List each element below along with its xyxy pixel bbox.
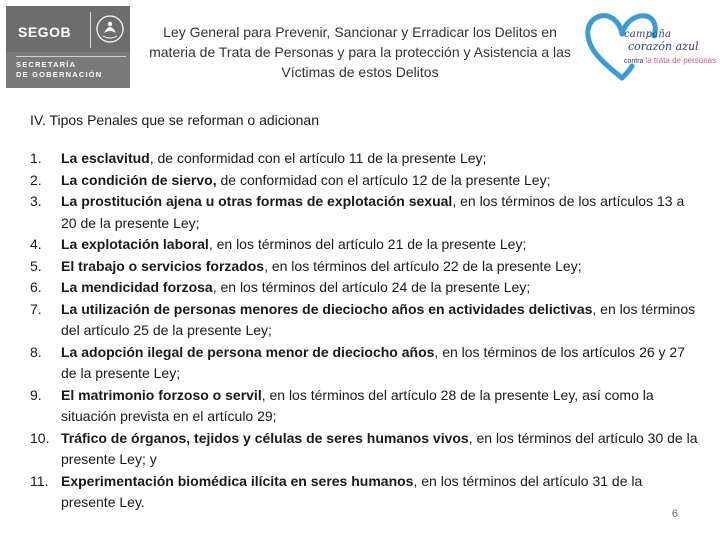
list-item [30, 170, 700, 192]
item-text [61, 299, 700, 342]
campaign-highlight: la trata de personas [645, 56, 717, 65]
item-text [61, 191, 700, 234]
list-item [30, 277, 700, 299]
item-number: 2. [30, 171, 42, 188]
item-text [61, 256, 700, 278]
item-number: 4. [30, 236, 42, 252]
item-number: 10. [30, 429, 50, 446]
segob-logo-text: SEGOB [18, 24, 72, 40]
item-rest: , en los términos de los artículos 26 y 27 de la presente Ley; [61, 343, 685, 381]
item-bold: Tráfico de órganos, tejidos y células de seres humanos vivos [61, 429, 469, 446]
item-bold: El matrimonio forzoso o servil [61, 386, 262, 403]
item-rest: , en los términos del artículo 31 de la presente Ley. [61, 472, 643, 510]
item-text [61, 428, 700, 471]
item-rest: , en los términos del artículo 28 de la presente Ley, así como la situación prevista en el artículo 29; [61, 386, 654, 424]
item-number: 7. [30, 300, 42, 317]
item-bold: La adopción ilegal de persona menor de dieciocho años [61, 343, 435, 360]
item-number: 8. [30, 343, 42, 360]
item-rest: , en los términos de los artículos 13 a 20 de la presente Ley; [61, 193, 685, 231]
list-item [30, 342, 700, 385]
item-text [61, 385, 700, 428]
list-item [30, 234, 700, 256]
segob-rule [16, 56, 126, 57]
list-item [30, 191, 700, 234]
item-bold: Experimentación biomédica ilícita en seres humanos [61, 472, 414, 489]
list-item [30, 256, 700, 278]
item-text [61, 471, 700, 514]
item-bold: La mendicidad forzosa [61, 279, 213, 295]
document-title: Ley General para Prevenir, Sancionar y Erradicar los Delitos en materia de Trata de Personas y para la protección y Asistencia a las Víctimas de estos Delitos [149, 24, 571, 80]
list-item [30, 385, 700, 428]
campaign-text-2: corazón azul [628, 40, 699, 53]
item-number: 9. [30, 386, 42, 403]
item-bold: La condición de siervo, [61, 171, 217, 188]
campaign-text-3 [624, 56, 716, 65]
page-number: 6 [671, 508, 678, 520]
offense-list [30, 148, 700, 514]
segob-subtitle-line1: SECRETARÍA [16, 60, 77, 69]
section-title: IV. Tipos Penales que se reforman o adicionan [30, 112, 320, 128]
item-bold: La esclavitud [61, 150, 150, 166]
item-rest: , en los términos del artículo 24 de la presente Ley; [212, 279, 531, 295]
item-number: 5. [30, 257, 42, 274]
segob-subtitle [16, 60, 102, 80]
item-text [61, 342, 700, 385]
item-rest: , en los términos del artículo 21 de la presente Ley; [208, 236, 527, 252]
item-rest: , de conformidad con el artículo 11 de la presente Ley; [149, 150, 487, 166]
segob-logo [6, 6, 130, 88]
item-bold: La utilización de personas menores de dieciocho años en actividades delictivas [61, 300, 593, 317]
item-rest: , en los términos del artículo 30 de la presente Ley; y [61, 429, 698, 467]
item-text [61, 148, 700, 170]
item-bold: El trabajo o servicios forzados [61, 257, 265, 274]
item-number: 1. [30, 150, 42, 166]
item-bold: La prostitución ajena u otras formas de explotación sexual [61, 193, 453, 209]
campaign-prefix: contra [624, 58, 644, 65]
segob-divider [90, 12, 91, 48]
list-item [30, 148, 700, 170]
item-number: 6. [30, 279, 42, 295]
campaign-text-1: campaña [624, 29, 672, 40]
segob-subtitle-line2: DE GOBERNACIÓN [16, 70, 103, 79]
item-rest: , en los términos del artículo 22 de la presente Ley; [264, 257, 582, 274]
item-text [61, 277, 700, 299]
item-text [61, 234, 700, 256]
list-item [30, 299, 700, 342]
item-bold: La explotación laboral [61, 236, 209, 252]
coat-of-arms-icon [95, 13, 125, 45]
list-item [30, 428, 700, 471]
list-item [30, 471, 700, 514]
item-rest: de conformidad con el artículo 12 de la presente Ley; [216, 171, 551, 188]
item-rest: , en los términos del artículo 25 de la presente Ley; [61, 300, 696, 338]
item-text [61, 170, 700, 192]
item-number: 3. [30, 193, 42, 209]
item-number: 11. [30, 472, 49, 489]
